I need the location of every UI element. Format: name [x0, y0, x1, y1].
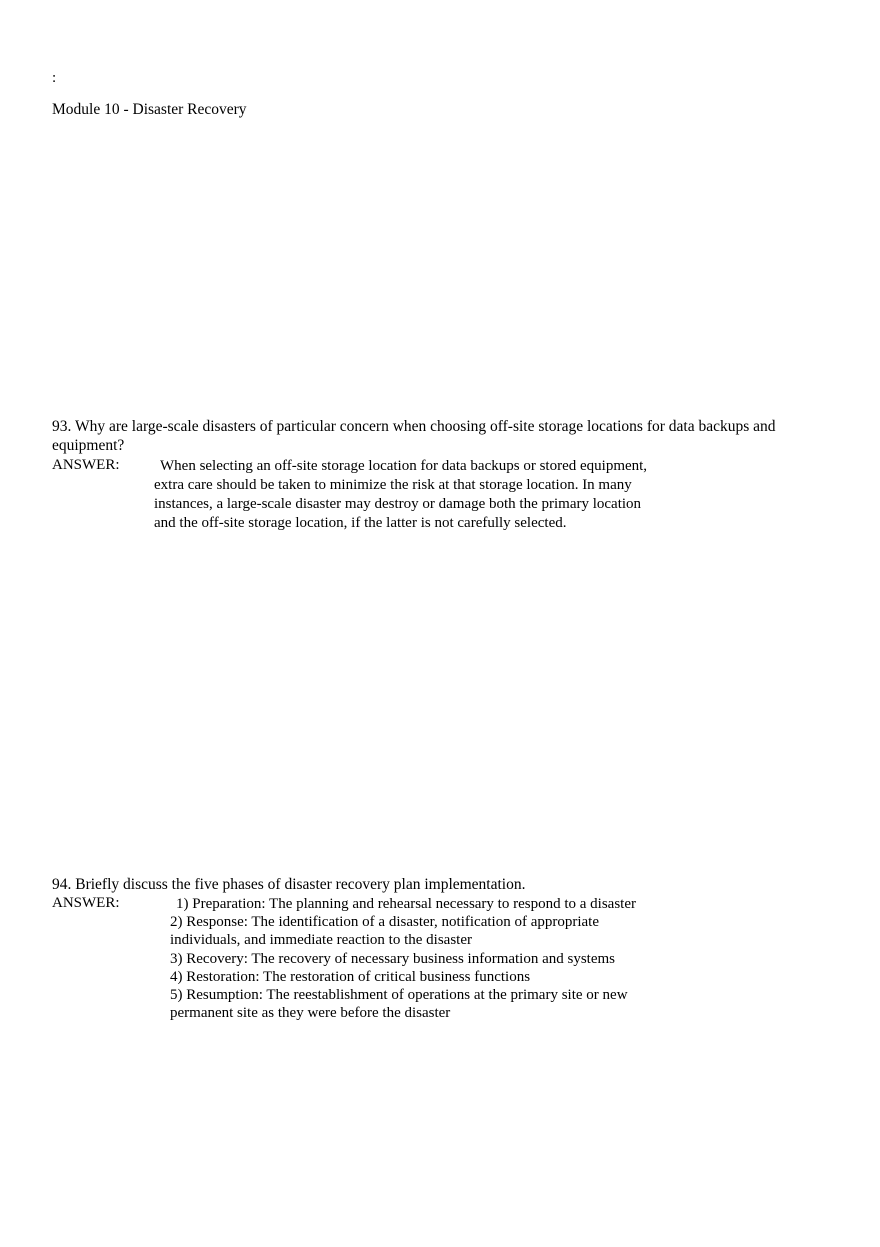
- answer-93-line: extra care should be taken to minimize the risk at that storage location. In many: [154, 477, 632, 493]
- answer-94-line: 5) Resumption: The reestablishment of operations at the primary site or new: [170, 987, 628, 1004]
- answer-94-line: individuals, and immediate reaction to the disaster: [170, 932, 472, 949]
- answer-93-line: instances, a large-scale disaster may destroy or damage both the primary location: [154, 496, 642, 512]
- answer-93-line: When selecting an off-site storage location for data backups or stored equipment,: [160, 458, 648, 474]
- answer-94-line: 4) Restoration: The restoration of critical business functions: [170, 968, 531, 985]
- question-93: 93. Why are large-scale disasters of particular concern when choosing off-site storage locations for data backups and equipment?: [52, 418, 776, 454]
- module-title: Module 10 - Disaster Recovery: [52, 101, 247, 118]
- answer-94-line: 1) Preparation: The planning and rehearsal necessary to respond to a disaster: [176, 896, 636, 912]
- answer-94-line: 2) Response: The identification of a disaster, notification of appropriate: [170, 914, 599, 931]
- question-94: 94. Briefly discuss the five phases of disaster recovery plan implementation.: [52, 876, 526, 893]
- answer-94-line: permanent site as they were before the disaster: [170, 1005, 451, 1022]
- answer-94-line: 3) Recovery: The recovery of necessary business information and systems: [170, 950, 616, 967]
- header-colon: :: [52, 70, 57, 86]
- answer-93: [154, 457, 647, 533]
- answer-label-94: ANSWER:: [52, 895, 120, 911]
- answer-94: [170, 895, 636, 1022]
- answer-93-line: and the off-site storage location, if the latter is not carefully selected.: [154, 515, 567, 531]
- answer-label-93: ANSWER:: [52, 457, 120, 473]
